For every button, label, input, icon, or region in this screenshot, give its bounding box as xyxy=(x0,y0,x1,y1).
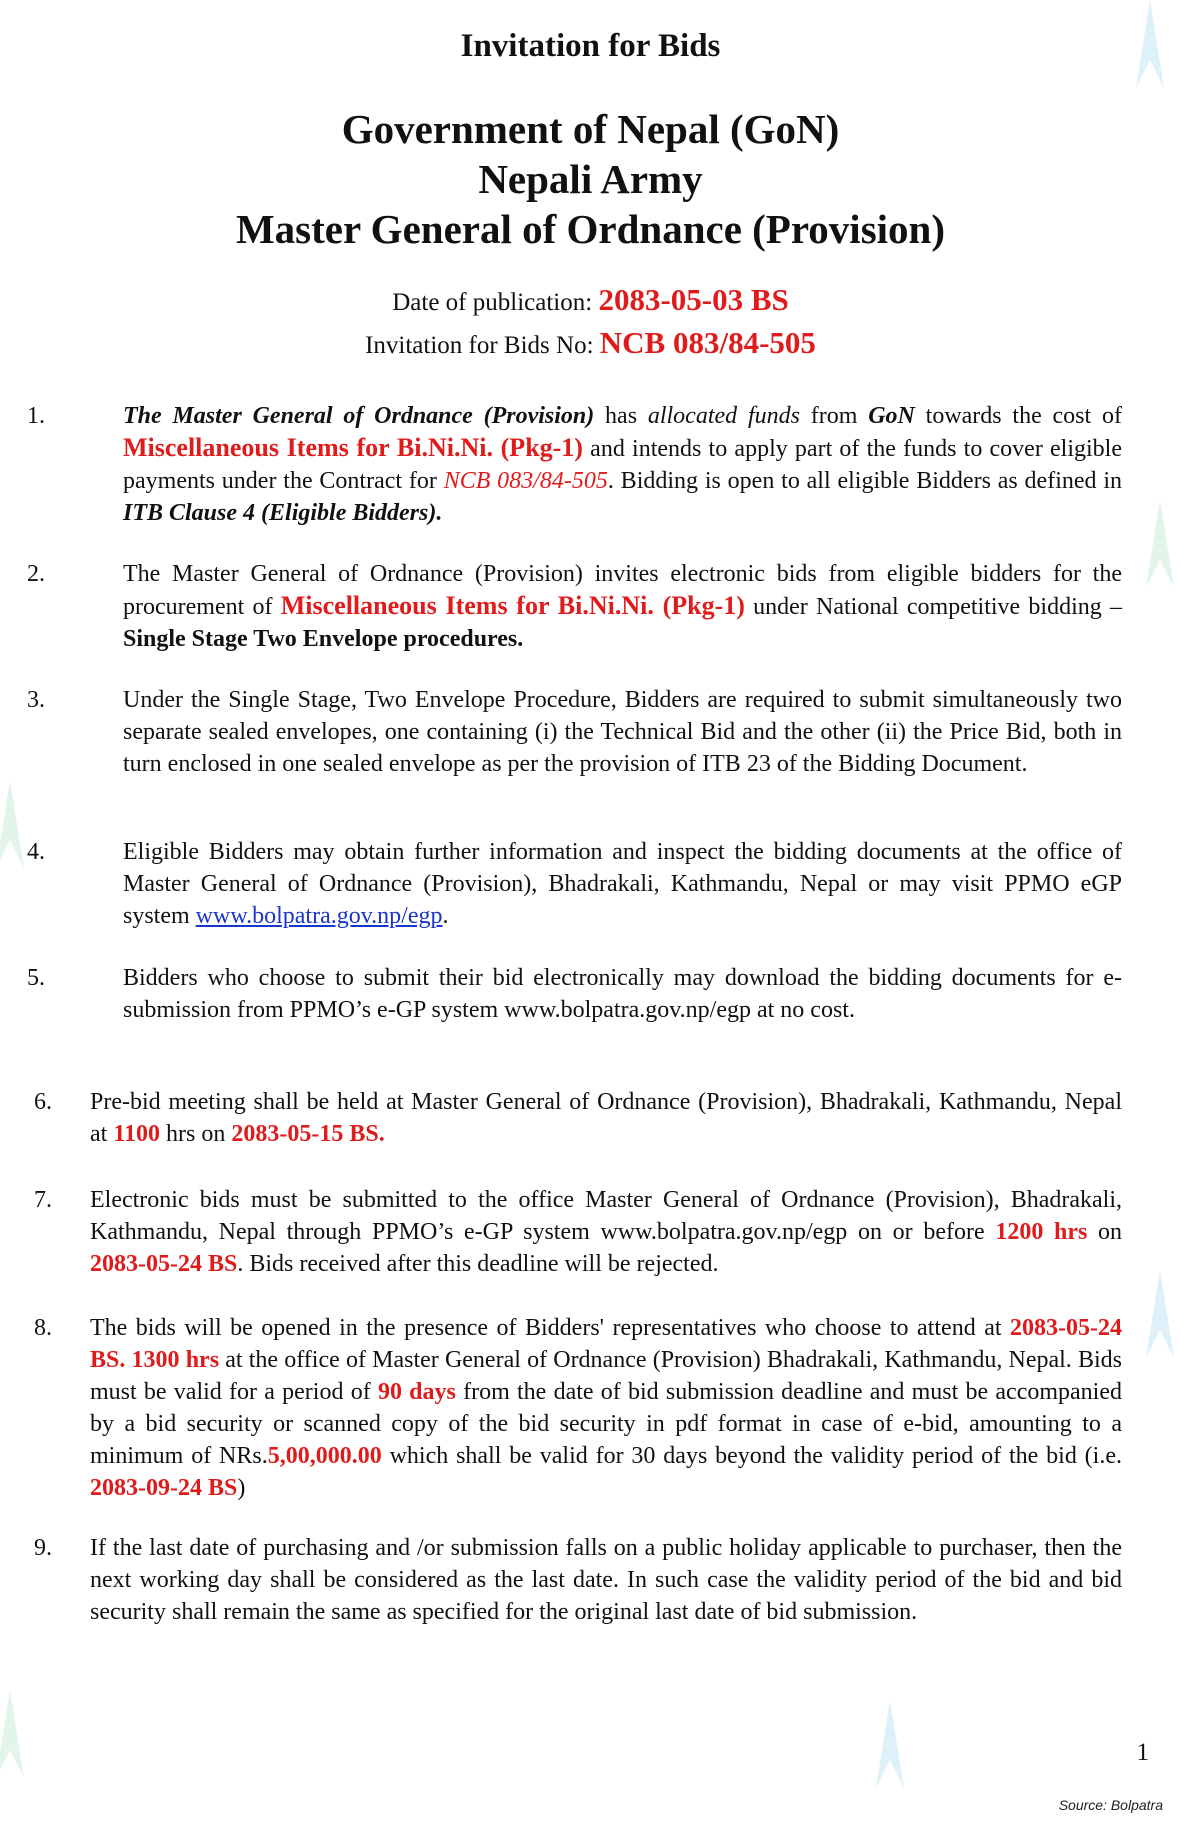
publication-meta xyxy=(0,280,1181,366)
highlight-date: 2083-05-15 BS. xyxy=(231,1121,385,1147)
clause-text: from xyxy=(799,403,869,429)
clause-text: The Master General of Ordnance (Provision) invites electronic bids from eligible bidders for the procurement of xyxy=(123,561,1122,620)
clause-text: ITB Clause 4 (Eligible Bidders). xyxy=(123,500,443,526)
highlight-validity: 90 days xyxy=(377,1379,456,1405)
clause-text: The Master General of Ordnance (Provision) xyxy=(123,403,595,429)
highlight-ref: NCB 083/84-505 xyxy=(443,468,608,494)
issuing-organization xyxy=(0,104,1181,254)
clause-text: . Bids received after this deadline will be rejected. xyxy=(237,1251,719,1277)
publication-date-row xyxy=(0,280,1181,323)
clause-text: If the last date of purchasing and /or submission falls on a public holiday applicable to purchaser, then the next working day shall be considered as the last date. In such case the validity period of the bid and bid security shall remain the same as specified for the original last date of bid submission. xyxy=(90,1535,1122,1625)
clause-number: 7. xyxy=(34,1187,52,1213)
org-line-government: Government of Nepal (GoN) xyxy=(341,106,840,152)
clause-5 xyxy=(27,962,1122,1026)
clause-3 xyxy=(27,684,1122,780)
source-credit: Source: Bolpatra xyxy=(1058,1797,1163,1813)
highlight-date: 2083-05-24 BS xyxy=(90,1251,238,1277)
org-line-office: Master General of Ordnance (Provision) xyxy=(235,206,946,252)
clause-text: hrs on xyxy=(160,1121,232,1147)
clause-number: 3. xyxy=(27,687,45,713)
clause-number: 2. xyxy=(27,561,45,587)
clause-text: GoN xyxy=(868,403,915,429)
clause-text: Eligible Bidders may obtain further information and inspect the bidding documents at the office of Master General of Ordnance (Provision), Bhadrakali, Kathmandu, Nepal or may visit PPMO eGP system xyxy=(123,839,1122,929)
clause-number: 4. xyxy=(27,839,45,865)
clause-4 xyxy=(27,836,1122,932)
clause-text: Bidders who choose to submit their bid electronically may download the bidding documents for e-submission from PPMO’s e-GP system www.bolpatra.gov.np/egp at no cost. xyxy=(123,965,1122,1023)
clause-number: 5. xyxy=(27,965,45,991)
clause-text: Single Stage Two Envelope procedures. xyxy=(123,626,524,652)
clause-number: 9. xyxy=(34,1535,52,1561)
clause-text: towards the cost of xyxy=(914,403,1122,429)
clause-text: The bids will be opened in the presence of Bidders' representatives who choose to attend at xyxy=(90,1315,1011,1341)
clause-text: under National competitive bidding – xyxy=(744,594,1122,620)
clause-number: 8. xyxy=(34,1315,52,1341)
org-line-army: Nepali Army xyxy=(478,156,703,202)
clause-number: 1. xyxy=(27,403,45,429)
clause-text: . xyxy=(442,903,449,929)
clause-text: Under the Single Stage, Two Envelope Procedure, Bidders are required to submit simultaneously two separate sealed envelopes, one containing (i) the Technical Bid and the other (ii) the Price Bid, both in turn enclosed in one sealed envelope as per the provision of ITB 23 of the Bidding Document. xyxy=(123,687,1122,777)
highlight-amount: 5,00,000.00 xyxy=(267,1443,382,1469)
clause-2 xyxy=(27,558,1122,655)
highlight-date: 2083-09-24 BS xyxy=(90,1475,238,1501)
clause-text: allocated funds xyxy=(647,403,800,429)
clause-text: Pre-bid meeting shall be held at Master General of Ordnance (Provision), Bhadrakali, Kathmandu, Nepal at xyxy=(90,1089,1122,1147)
ifb-number-row xyxy=(0,323,1181,366)
clause-text: on xyxy=(1087,1219,1123,1245)
publication-date-label: Date of publication: xyxy=(392,289,593,316)
clause-8 xyxy=(34,1312,1123,1504)
clause-9 xyxy=(34,1532,1122,1628)
highlight-item: Miscellaneous Items for Bi.Ni.Ni. (Pkg-1) xyxy=(280,591,745,620)
clause-7 xyxy=(34,1184,1123,1280)
highlight-date-time: 2083-05-24 BS. 1300 hrs xyxy=(90,1315,1122,1373)
bolpatra-egp-link[interactable]: www.bolpatra.gov.np/egp xyxy=(195,903,443,929)
clause-text: Electronic bids must be submitted to the office Master General of Ordnance (Provision), Bhadrakali, Kathmandu, Nepal through PPMO’s e-GP system www.bolpatra.gov.np/egp on or before xyxy=(90,1187,1122,1245)
clause-1 xyxy=(27,400,1123,529)
highlight-time: 1200 hrs xyxy=(995,1219,1088,1245)
document-title: Invitation for Bids xyxy=(460,28,721,64)
clause-6 xyxy=(34,1086,1122,1150)
clause-text: . Bidding is open to all eligible Bidders as defined in xyxy=(607,468,1123,494)
clause-text: which shall be valid for 30 days beyond the validity period of the bid (i.e. xyxy=(381,1443,1122,1469)
clause-text: and intends to apply part of the funds to cover eligible payments under the Contract for xyxy=(123,436,1122,494)
page-number: 1 xyxy=(1136,1739,1149,1766)
publication-date-value: 2083-05-03 BS xyxy=(598,282,789,317)
ifb-number-value: NCB 083/84-505 xyxy=(599,325,816,360)
clause-text: from the date of bid submission deadline and must be accompanied by a bid security or scanned copy of the bid security in pdf format in case of e-bid, amounting to a minimum of NRs. xyxy=(90,1379,1123,1469)
clause-text: at the office of Master General of Ordnance (Provision) Bhadrakali, Kathmandu, Nepal. Bids must be valid for a period of xyxy=(90,1347,1123,1405)
highlight-item: Miscellaneous Items for Bi.Ni.Ni. (Pkg-1) xyxy=(123,433,583,462)
clause-number: 6. xyxy=(34,1089,52,1115)
highlight-time: 1100 xyxy=(113,1121,161,1147)
ifb-number-label: Invitation for Bids No: xyxy=(365,332,594,359)
clause-text: ) xyxy=(237,1475,246,1501)
clause-text: has xyxy=(594,403,648,429)
